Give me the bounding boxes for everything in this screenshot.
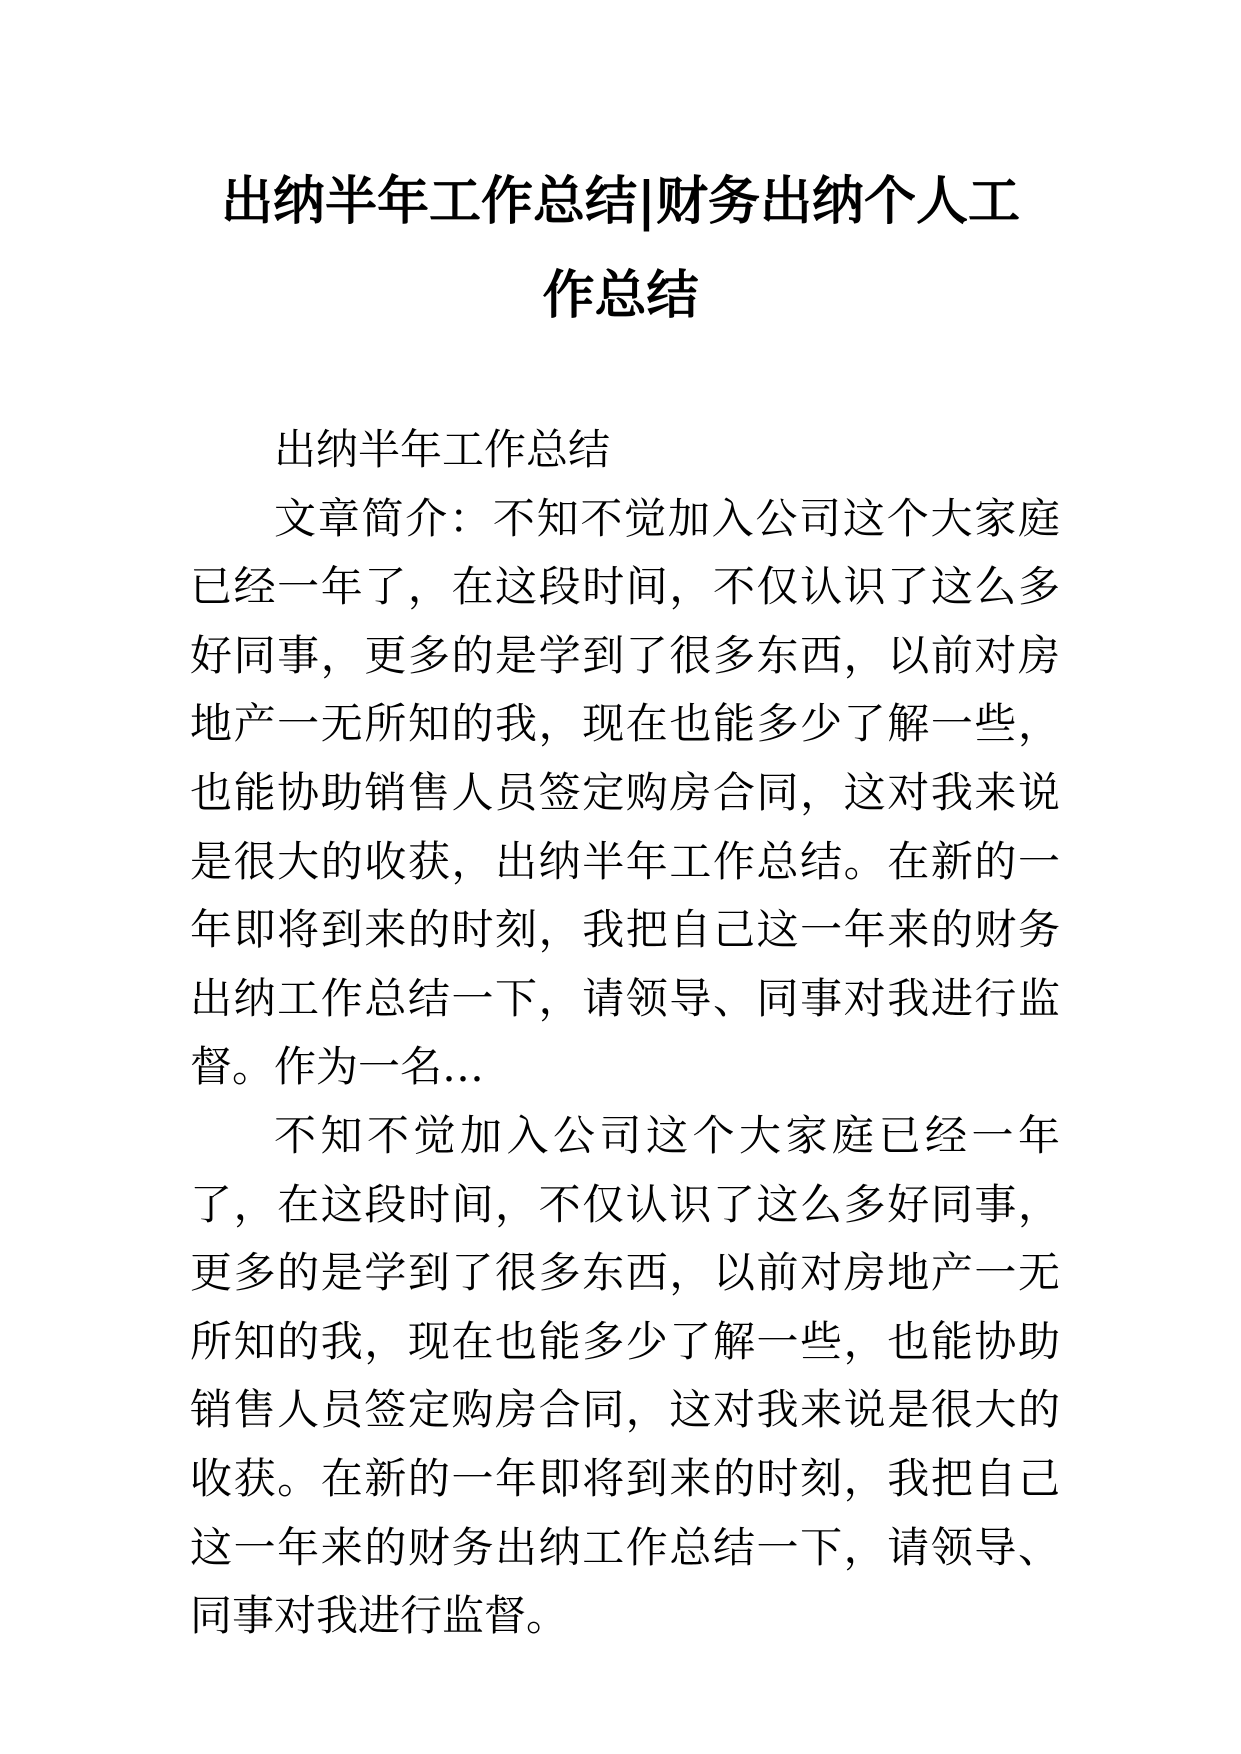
- document-body: [190, 416, 1060, 1651]
- section-heading: 出纳半年工作总结: [274, 425, 611, 474]
- document-title-line-2: 作总结: [542, 265, 699, 326]
- article-summary-paragraph: 文章简介：不知不觉加入公司这个大家庭已经一年了，在这段时间，不仅认识了这么多好同事，更多的是学到了很多东西，以前对房地产一无所知的我，现在也能多少了解一些，也能协助销售人员签定购房合同，这对我来说是很大的收获，出纳半年工作总结。在新的一年即将到来的时刻，我把自己这一年来的财务出纳工作总结一下，请领导、同事对我进行监督。作为一名…: [190, 493, 1060, 1092]
- body-paragraph: 不知不觉加入公司这个大家庭已经一年了，在这段时间，不仅认识了这么多好同事，更多的是学到了很多东西，以前对房地产一无所知的我，现在也能多少了解一些，也能协助销售人员签定购房合同，这对我来说是很大的收获。在新的一年即将到来的时刻，我把自己这一年来的财务出纳工作总结一下，请领导、同事对我进行监督。: [190, 1110, 1060, 1641]
- document-title-line-1: 出纳半年工作总结|财务出纳个人工: [221, 171, 1020, 232]
